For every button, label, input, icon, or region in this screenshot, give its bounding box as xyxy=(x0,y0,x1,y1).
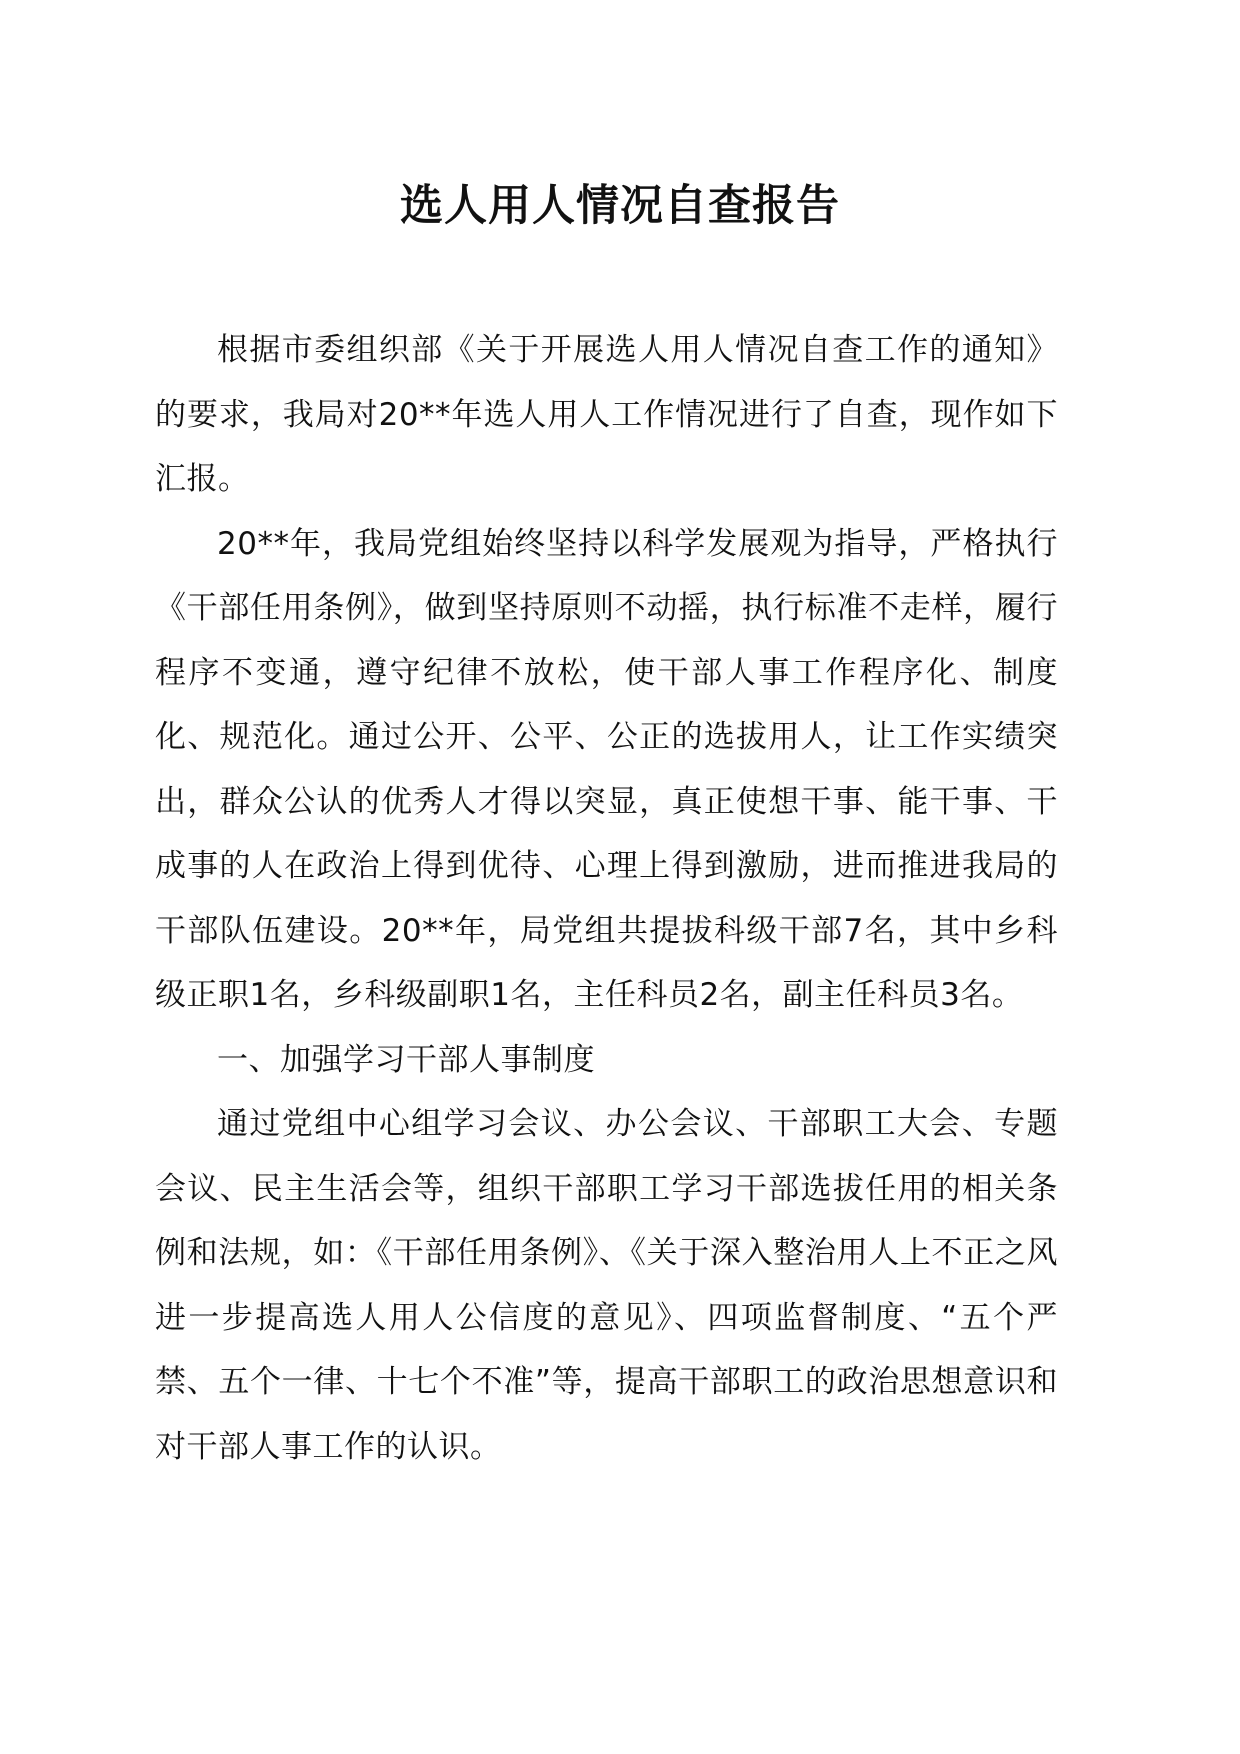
document-title: 选人用人情况自查报告 xyxy=(400,181,840,231)
paragraph-section-one: 通过党组中心组学习会议、办公会议、干部职工大会、专题会议、民主生活会等，组织干部职工学习干部选拔任用的相关条例和法规，如：《干部任用条例》、《关于深入整治用人上不正之风进一步提高选人用人公信度的意见》、四项监督制度、“五个严禁、五个一律、十七个不准”等，提高干部职工的政治思想意识和对干部人事工作的认识。 xyxy=(155,1106,1058,1465)
section-heading: 一、加强学习干部人事制度 xyxy=(217,1041,595,1078)
document-body xyxy=(155,318,1058,1479)
paragraph-intro: 根据市委组织部《关于开展选人用人情况自查工作的通知》的要求，我局对20**年选人用人工作情况进行了自查，现作如下汇报。 xyxy=(155,332,1058,497)
paragraph-overview: 20**年，我局党组始终坚持以科学发展观为指导，严格执行《干部任用条例》，做到坚持原则不动摇，执行标准不走样，履行程序不变通，遵守纪律不放松，使干部人事工作程序化、制度化、规范化。通过公开、公平、公正的选拔用人，让工作实绩突出，群众公认的优秀人才得以突显，真正使想干事、能干事、干成事的人在政治上得到优待、心理上得到激励，进而推进我局的干部队伍建设。20**年，局党组共提拔科级干部7名，其中乡科级正职1名，乡科级副职1名，主任科员2名，副主任科员3名。 xyxy=(155,525,1058,1013)
